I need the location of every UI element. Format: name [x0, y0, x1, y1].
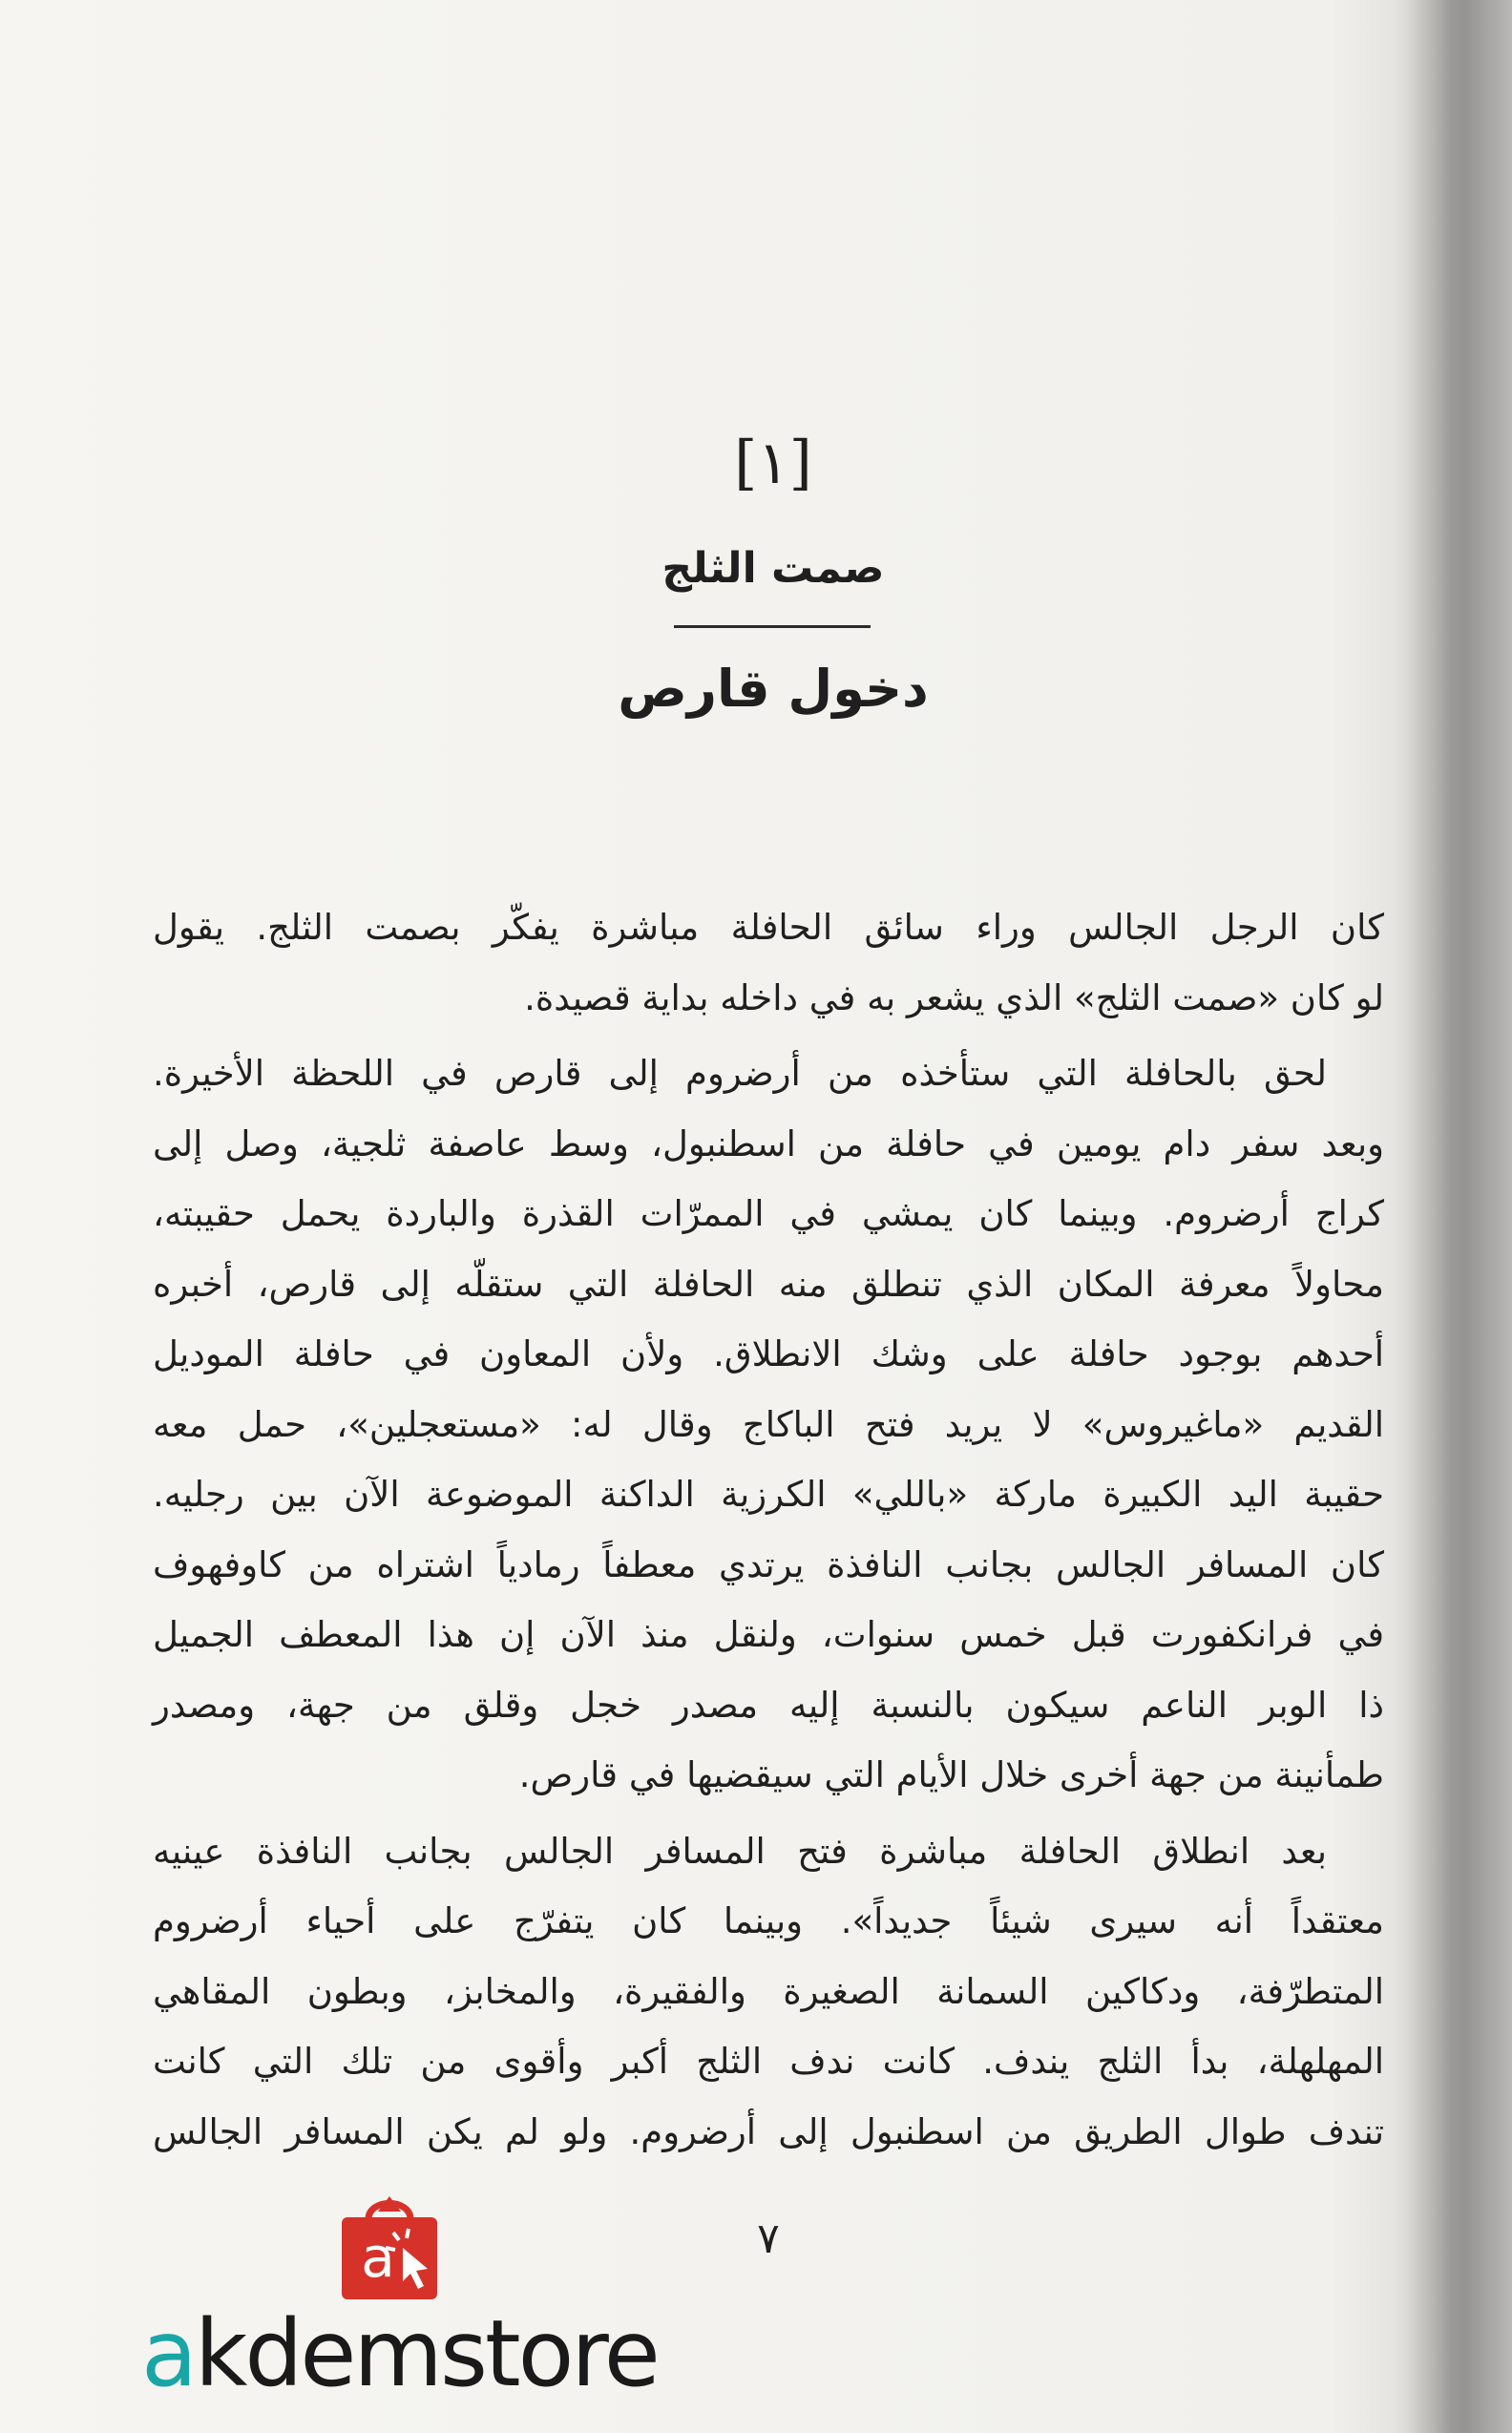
text-line: تندف طوال الطريق من اسطنبول إلى أرضروم. ولو لم يكن المسافر الجالس — [153, 2110, 1384, 2152]
shopping-bag-icon — [336, 2191, 443, 2303]
text-line: طمأنينة من جهة أخرى خلال الأيام التي سيقضيها في قارص. — [518, 1754, 1384, 1795]
text-line: ذا الوبر الناعم سيكون بالنسبة إليه مصدر خجل وقلق من جهة، ومصدر — [153, 1684, 1384, 1726]
brand-logo-first-letter: a — [141, 2300, 195, 2407]
text-line: لو كان «صمت الثلج» الذي يشعر به في داخله بداية قصيدة. — [524, 976, 1384, 1018]
chapter-body — [153, 892, 1384, 2167]
svg-text:a: a — [361, 2225, 395, 2290]
brand-logo — [141, 2300, 658, 2407]
text-line: كان المسافر الجالس بجانب النافذة يرتدي معطفاً رمادياً اشتراه من كاوفهوف — [153, 1543, 1384, 1585]
part-title: صمت الثلج — [662, 544, 885, 593]
text-line: كراج أرضروم. وبينما كان يمشي في الممرّات القذرة والباردة يحمل حقيبته، — [153, 1193, 1384, 1234]
chapter-number: [١] — [734, 428, 812, 497]
title-underline — [674, 625, 871, 628]
text-line: أحدهم بوجود حافلة على وشك الانطلاق. ولأن المعاون في حافلة الموديل — [153, 1333, 1384, 1374]
text-line: محاولاً معرفة المكان الذي تنطلق منه الحافلة التي ستقلّه إلى قارص، أخبره — [153, 1263, 1384, 1305]
text-line: كان الرجل الجالس وراء سائق الحافلة مباشرة يفكّر بصمت الثلج. يقول — [153, 907, 1384, 948]
text-line: معتقداً أنه سيرى شيئاً جديداً». وبينما كان يتفرّج على أحياء أرضروم — [153, 1900, 1384, 1941]
text-line: وبعد سفر دام يومين في حافلة من اسطنبول، وسط عاصفة ثلجية، وصل إلى — [153, 1122, 1384, 1164]
brand-logo-rest: kdemstore — [194, 2300, 658, 2407]
text-line: حقيبة اليد الكبيرة ماركة «باللي» الكرزية الداكنة الموضوعة الآن بين رجليه. — [153, 1474, 1384, 1515]
text-line: المتطرّفة، ودكاكين السمانة الصغيرة والفقيرة، والمخابز، وبطون المقاهي — [153, 1970, 1384, 2012]
text-line: القديم «ماغيروس» لا يريد فتح الباكاج وقال له: «مستعجلين»، حمل معه — [153, 1403, 1384, 1445]
text-line: المهلهلة، بدأ الثلج يندف. كانت ندف الثلج أكبر وأقوى من تلك التي كانت — [153, 2041, 1384, 2082]
text-line: لحق بالحافلة التي ستأخذه من أرضروم إلى قارص في اللحظة الأخيرة. — [153, 1053, 1327, 1094]
text-line: بعد انطلاق الحافلة مباشرة فتح المسافر الجالس بجانب النافذة عينيه — [153, 1830, 1327, 1872]
chapter-title: دخول قارص — [618, 659, 929, 719]
page-number: ٧ — [757, 2214, 780, 2263]
text-line: في فرانكفورت قبل خمس سنوات، ولنقل منذ الآن إن هذا المعطف الجميل — [153, 1614, 1384, 1655]
book-spine-shadow — [1394, 0, 1512, 2433]
